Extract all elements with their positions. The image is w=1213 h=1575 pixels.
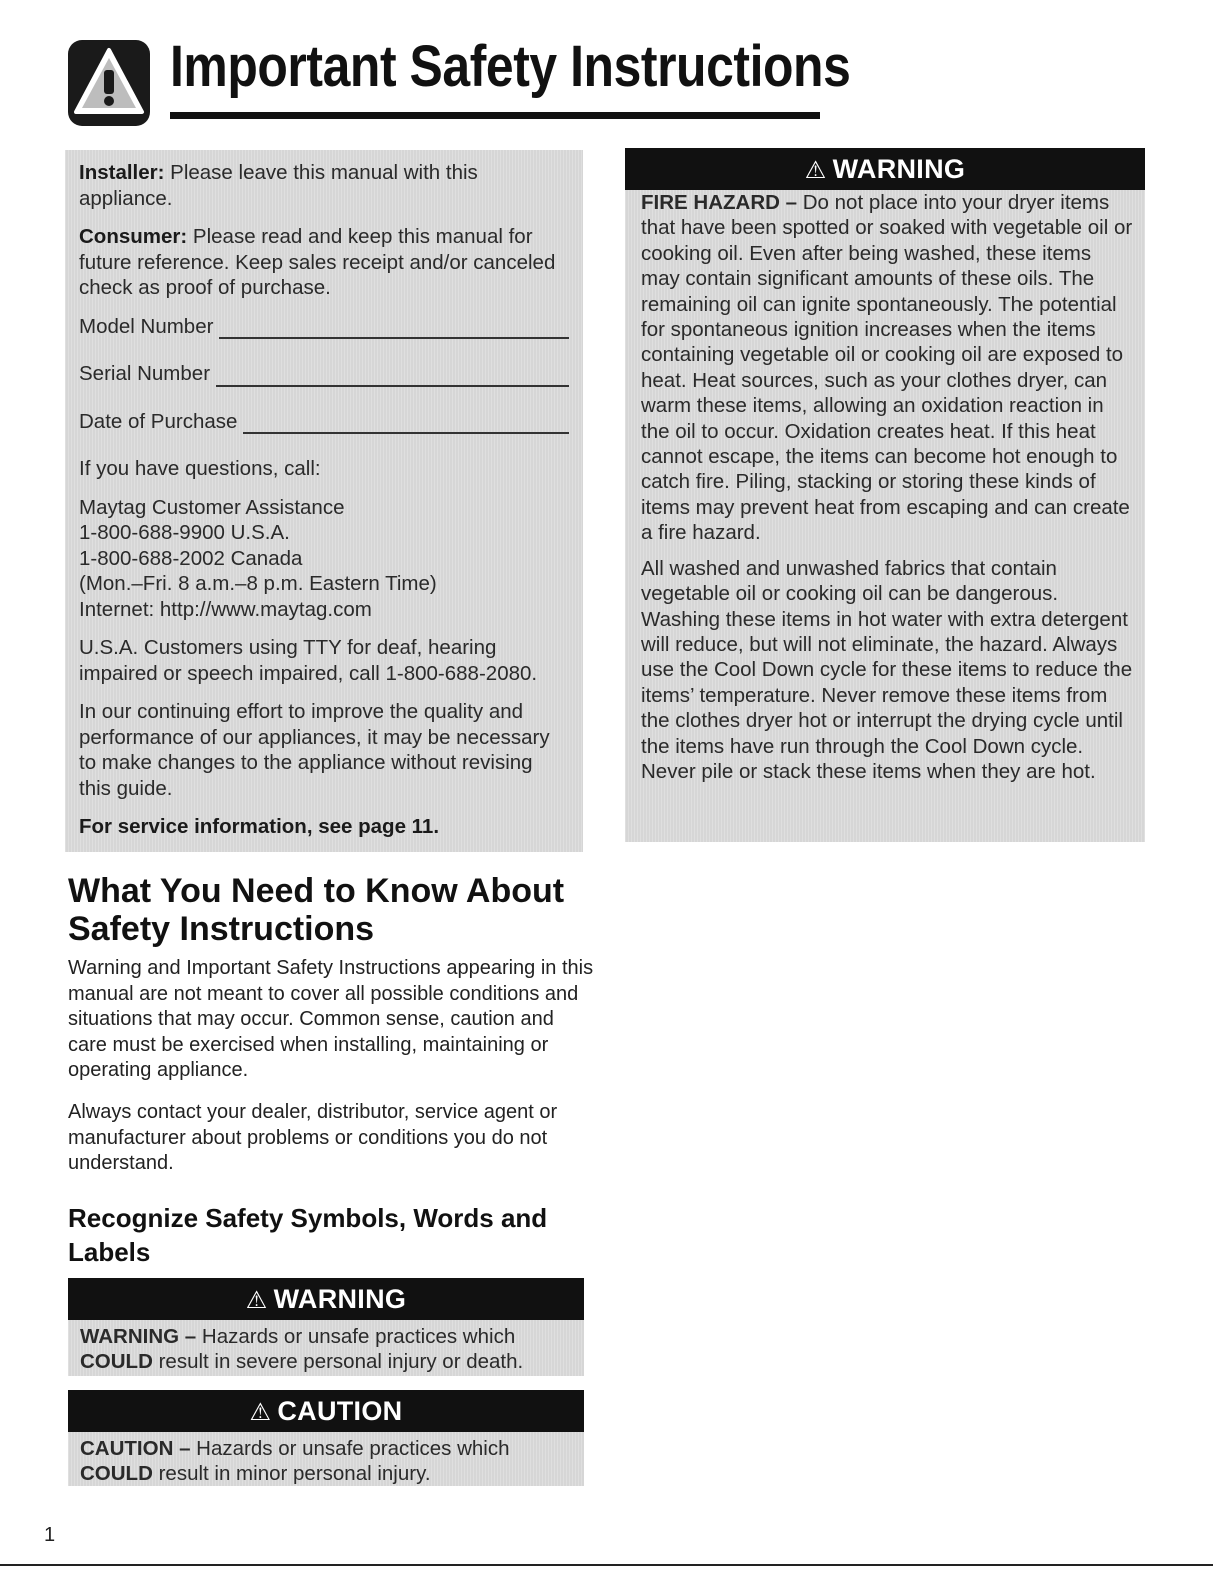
contact-line: (Mon.–Fri. 8 a.m.–8 p.m. Eastern Time) <box>79 572 437 595</box>
subsection-heading: Recognize Safety Symbols, Words and Labels <box>68 1203 548 1267</box>
serial-number-field: Serial Number <box>79 361 569 387</box>
caution-label-example <box>68 1390 584 1486</box>
installer-note: Installer: Please leave this manual with this appliance. <box>79 161 478 210</box>
caution-definition: CAUTION – Hazards or unsafe practices which COULD result in minor personal injury. <box>80 1437 510 1485</box>
warning-label-example <box>68 1278 584 1376</box>
service-text: For service information, see page 11. <box>79 815 440 838</box>
contact-line: Internet: http://www.maytag.com <box>79 597 372 621</box>
contact-line: Maytag Customer Assistance <box>79 495 345 519</box>
tty-text: U.S.A. Customers using TTY for deaf, hearing impaired or speech impaired, call 1-800-688-2080. <box>79 636 538 685</box>
page-number: 1 <box>44 1524 56 1546</box>
section-heading: What You Need to Know About Safety Instructions <box>68 872 565 948</box>
consumer-note: Consumer: Please read and keep this manual for future reference. Keep sales receipt and/or canceled check as proof of purchase. <box>79 225 556 299</box>
owner-info-box <box>65 150 583 852</box>
questions-text: If you have questions, call: <box>79 457 321 480</box>
warning-banner: ⚠ WARNING <box>625 148 1145 190</box>
warning-triangle-icon <box>68 40 150 126</box>
fire-hazard-warning-box <box>625 148 1145 842</box>
contact-line: 1-800-688-2002 Canada <box>79 546 303 570</box>
fire-hazard-text: FIRE HAZARD – Do not place into your dryer items that have been spotted or soaked with vegetable oil or cooking oil. Even after being washed, these items may contain significant amounts of these oils. The remaining oil can ignite spontaneously. The potential for spontaneous ignition increases when the items containing vegetable oil or cooking oil are exposed to heat. Heat sources, such as your clothes dryer, can warm these items, allowing an oxidation reaction in the oil to occur. Oxidation creates heat. If this heat cannot escape, the items can become hot enough to catch fire. Piling, stacking or storing these kinds of items may prevent heat from escaping and can create a fire hazard. <box>641 191 1133 545</box>
warning-banner: ⚠ WARNING <box>68 1278 584 1320</box>
body-paragraph: Warning and Important Safety Instructions appearing in this manual are not meant to cover all possible conditions and situations that may occur. Common sense, caution and care must be exercised when installing, maintaining or operating appliance. <box>68 957 594 1082</box>
contact-line: 1-800-688-9900 U.S.A. <box>79 521 290 544</box>
caution-banner: ⚠ CAUTION <box>68 1390 584 1432</box>
body-paragraph: Always contact your dealer, distributor, service agent or manufacturer about problems or conditions you do not understand. <box>68 1101 558 1175</box>
title-underline <box>170 112 820 119</box>
warning-triangle-icon: ⚠ <box>249 1399 272 1426</box>
page-title: Important Safety Instructions <box>170 34 851 99</box>
warning-triangle-icon: ⚠ <box>804 157 827 184</box>
footer-rule <box>0 1564 1213 1566</box>
fabrics-text: All washed and unwashed fabrics that contain vegetable oil or cooking oil can be dangerous. Washing these items in hot water with extra detergent will reduce, but will not eliminate, the hazard. Always use the Cool Down cycle for these items to reduce the items’ temperature. Never remove these items from the clothes dryer hot or interrupt the drying cycle until the items have run through the Cool Down cycle. Never pile or stack these items when they are hot. <box>641 556 1133 783</box>
warning-definition: WARNING – Hazards or unsafe practices which COULD result in severe personal injury or death. <box>80 1325 524 1373</box>
warning-triangle-icon: ⚠ <box>245 1287 268 1314</box>
model-number-field: Model Number <box>79 314 569 340</box>
improvement-text: In our continuing effort to improve the quality and performance of our appliances, it may be necessary to make changes to the appliance without revising this guide. <box>79 700 550 800</box>
date-of-purchase-field: Date of Purchase <box>79 409 569 435</box>
